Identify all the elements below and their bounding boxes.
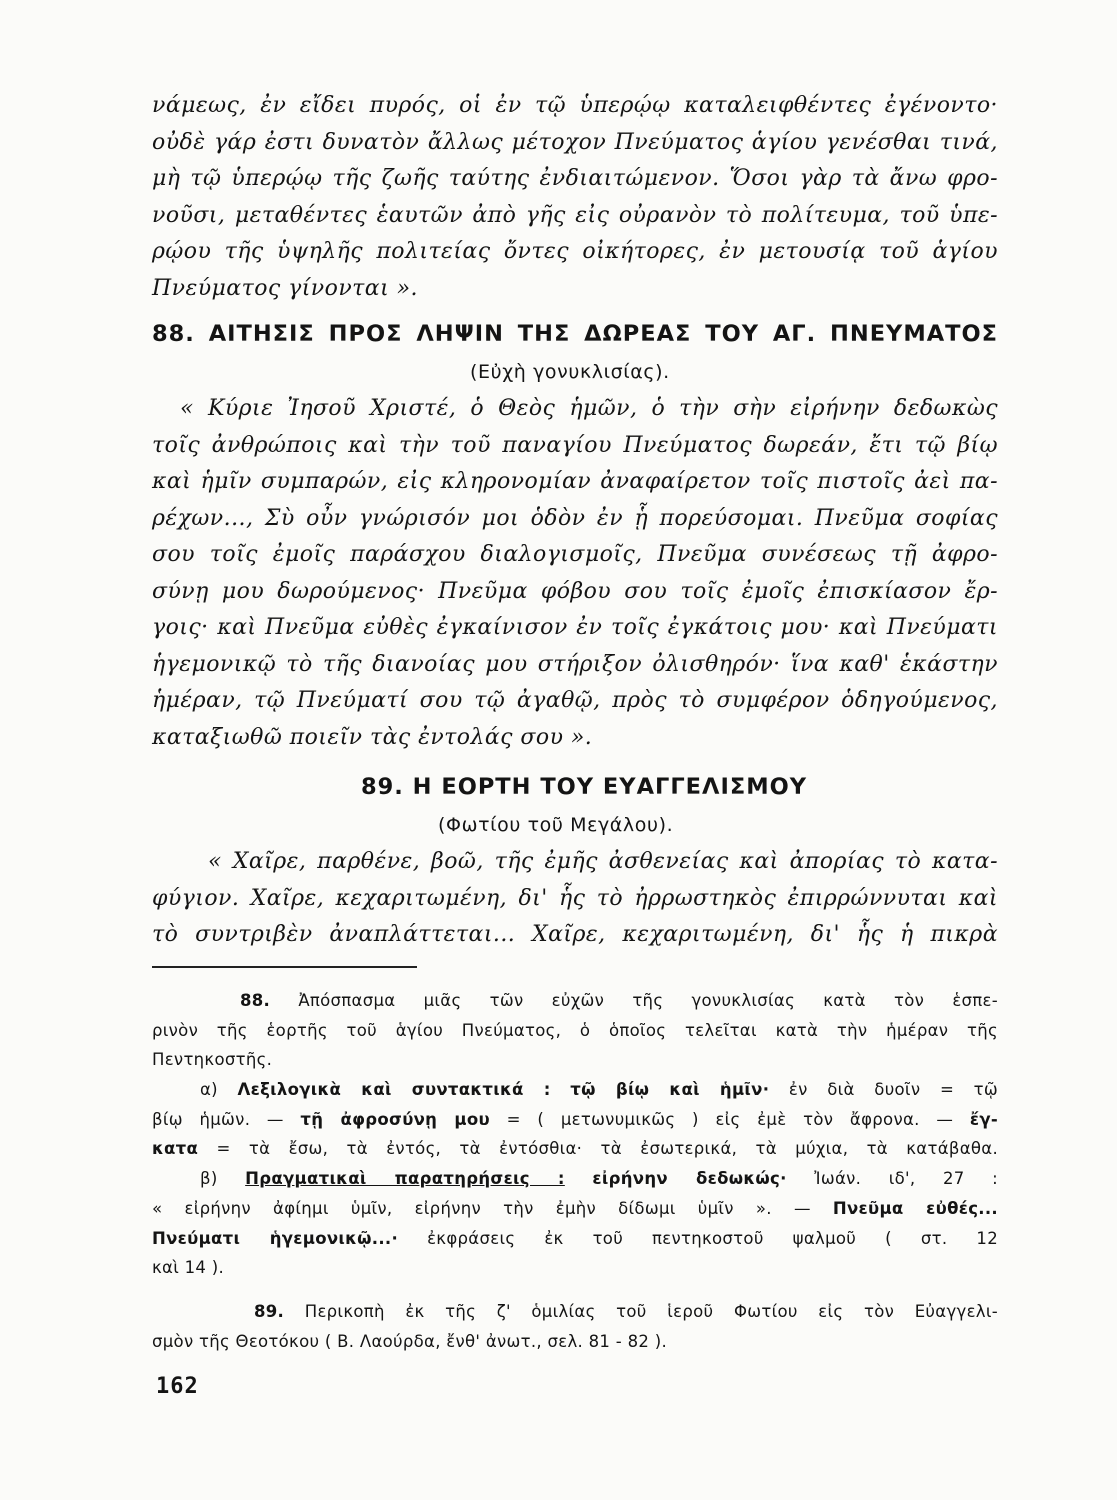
text-line: σου τοῖς ἐμοῖς παράσχου διαλογισμοῖς, Πνεῦμα συνέσεως τῇ ἀφρο- bbox=[152, 542, 998, 567]
text-line: τοῖς ἀνθρώποις καὶ τὴν τοῦ παναγίου Πνεύματος δωρεάν, ἔτι τῷ βίῳ bbox=[152, 432, 998, 458]
section-88-subheading: (Εὐχὴ γονυκλισίας). bbox=[470, 361, 670, 383]
text-line: καταξιωθῶ ποιεῖν τὰς ἐντολάς σου ». bbox=[152, 724, 593, 750]
footnotes bbox=[152, 986, 998, 1356]
footnote-number: 89. bbox=[254, 1301, 285, 1321]
note-text: ἐν διὰ δυοῖν = τῷ bbox=[788, 1080, 999, 1100]
text-line: νάμεως, ἐν εἴδει πυρός, οἱ ἐν τῷ ὑπερῴῳ καταλειφθέντες ἐγένοντο· bbox=[152, 93, 998, 118]
note-text: « εἰρήνην ἀφίημι ὑμῖν, εἰρήνην τὴν ἐμὴν δίδωμι ὑμῖν ». — bbox=[152, 1198, 811, 1218]
section-89-text bbox=[152, 844, 998, 954]
note-text: = ( μετωνυμικῶς ) εἰς ἐμὲ τὸν ἄφρονα. — bbox=[506, 1109, 954, 1129]
subnote-label: α) bbox=[200, 1080, 218, 1100]
text-line: « Κύριε Ἰησοῦ Χριστέ, ὁ Θεὸς ἡμῶν, ὁ τὴν σὴν εἰρήνην δεδωκὼς bbox=[180, 396, 998, 421]
lemma: Πνεῦμα εὐθές... bbox=[832, 1198, 998, 1218]
text-line: σύνῃ μου δωρούμενος· Πνεῦμα φόβου σου τοῖς ἐμοῖς ἐπισκίασον ἔρ- bbox=[152, 578, 998, 604]
subnote-title: Λεξιλογικὰ καὶ συντακτικά : bbox=[237, 1080, 551, 1100]
text-line: Πνεύματος γίνονται ». bbox=[152, 275, 418, 301]
text-line: ἡγεμονικῷ τὸ τῆς διανοίας μου στήριξον ὀλισθηρόν· ἵνα καθ' ἑκάστην bbox=[152, 651, 998, 677]
section-89-heading: 89. Η ΕΟΡΤΗ ΤΟΥ ΕΥΑΓΓΕΛΙΣΜΟΥ bbox=[360, 774, 808, 800]
footnote-number: 88. bbox=[240, 991, 271, 1010]
lemma: ἔγ- bbox=[969, 1109, 999, 1129]
footnote-subnote-b bbox=[152, 1164, 998, 1194]
lemma: Πνεύματι ἡγεμονικῷ...· bbox=[152, 1228, 399, 1248]
lemma: κατα bbox=[152, 1139, 199, 1159]
subnote-title: Πραγματικαὶ παρατηρήσεις : bbox=[245, 1169, 565, 1189]
footnote-88 bbox=[152, 986, 998, 1283]
footnote-subnote-a bbox=[152, 1075, 998, 1105]
lemma: τῷ βίῳ καὶ ἡμῖν· bbox=[570, 1080, 770, 1100]
footnote-text: ρινὸν τῆς ἑορτῆς τοῦ ἁγίου Πνεύματος, ὁ ὁποῖος τελεῖται κατὰ τὴν ἡμέραν τῆς bbox=[152, 1020, 998, 1040]
main-text bbox=[152, 88, 998, 954]
lemma: εἰρήνην δεδωκώς· bbox=[592, 1169, 787, 1189]
note-text: βίῳ ἡμῶν. — bbox=[152, 1109, 284, 1129]
lemma: τῇ ἀφροσύνῃ μου bbox=[300, 1109, 490, 1129]
text-line: μὴ τῷ ὑπερῴῳ τῆς ζωῆς ταύτης ἐνδιαιτώμενον. Ὅσοι γὰρ τὰ ἄνω φρο- bbox=[152, 166, 998, 191]
footnote-89 bbox=[152, 1297, 998, 1356]
text-line: οὐδὲ γάρ ἐστι δυνατὸν ἄλλως μέτοχον Πνεύματος ἁγίου γενέσθαι τινά, bbox=[152, 129, 998, 155]
section-88-heading: 88. ΑΙΤΗΣΙΣ ΠΡΟΣ ΛΗΨΙΝ ΤΗΣ ΔΩΡΕΑΣ ΤΟΥ ΑΓ. ΠΝΕΥΜΑΤΟΣ bbox=[152, 321, 998, 347]
footnote-text: Πεντηκοστῆς. bbox=[152, 1050, 273, 1070]
text-line: « Χαῖρε, παρθένε, βοῶ, τῆς ἐμῆς ἀσθενείας καὶ ἀπορίας τὸ κατα- bbox=[208, 849, 998, 874]
text-line: φύγιον. Χαῖρε, κεχαριτωμένη, δι' ἧς τὸ ἠρρωστηκὸς ἐπιρρώννυται καὶ bbox=[152, 885, 998, 911]
note-text: = τὰ ἔσω, τὰ ἐντός, τὰ ἐντόσθια· τὰ ἐσωτερικά, τὰ μύχια, τὰ κατάβαθα. bbox=[216, 1139, 999, 1159]
text-line: ρῴου τῆς ὑψηλῆς πολιτείας ὄντες οἰκήτορες, ἐν μετουσίᾳ τοῦ ἁγίου bbox=[152, 239, 998, 264]
section-88-text bbox=[152, 391, 998, 756]
text-line: ρέχων..., Σὺ οὖν γνώρισόν μοι ὁδὸν ἐν ᾗ πορεύσομαι. Πνεῦμα σοφίας bbox=[152, 505, 998, 531]
subnote-label: β) bbox=[200, 1169, 218, 1189]
paragraph-continued bbox=[152, 88, 998, 307]
footnote-text: σμὸν τῆς Θεοτόκου ( Β. Λαούρδα, ἔνθ' ἀνωτ., σελ. 81 - 82 ). bbox=[152, 1331, 667, 1351]
section-89-subheading: (Φωτίου τοῦ Μεγάλου). bbox=[438, 814, 674, 836]
text-line: ἡμέραν, τῷ Πνεύματί σου τῷ ἀγαθῷ, πρὸς τὸ συμφέρον ὁδηγούμενος, bbox=[152, 688, 998, 713]
footnote-text: Ἀπόσπασμα μιᾶς τῶν εὐχῶν τῆς γονυκλισίας κατὰ τὸν ἑσπε- bbox=[298, 991, 998, 1010]
text-line: νοῦσι, μεταθέντες ἑαυτῶν ἀπὸ γῆς εἰς οὐρανὸν τὸ πολίτευμα, τοῦ ὑπε- bbox=[152, 202, 998, 228]
note-text: ἐκφράσεις ἐκ τοῦ πεντηκοστοῦ ψαλμοῦ ( στ. 12 bbox=[427, 1228, 999, 1248]
note-text: Ἰωάν. ιδ', 27 : bbox=[814, 1169, 999, 1189]
text-line: γοις· καὶ Πνεῦμα εὐθὲς ἐγκαίνισον ἐν τοῖς ἐγκάτοις μου· καὶ Πνεύματι bbox=[152, 615, 998, 640]
text-line: τὸ συντριβὲν ἀναπλάττεται... Χαῖρε, κεχαριτωμένη, δι' ἧς ἡ πικρὰ bbox=[152, 922, 998, 947]
footnote-divider bbox=[152, 966, 417, 968]
note-text: καὶ 14 ). bbox=[152, 1258, 225, 1278]
page-number: 162 bbox=[156, 1374, 199, 1399]
footnote-text: Περικοπὴ ἐκ τῆς ζ' ὁμιλίας τοῦ ἱεροῦ Φωτίου εἰς τὸν Εὐαγγελι- bbox=[304, 1301, 999, 1321]
text-line: καὶ ἡμῖν συμπαρών, εἰς κληρονομίαν ἀναφαίρετον τοῖς πιστοῖς ἀεὶ πα- bbox=[152, 469, 998, 494]
